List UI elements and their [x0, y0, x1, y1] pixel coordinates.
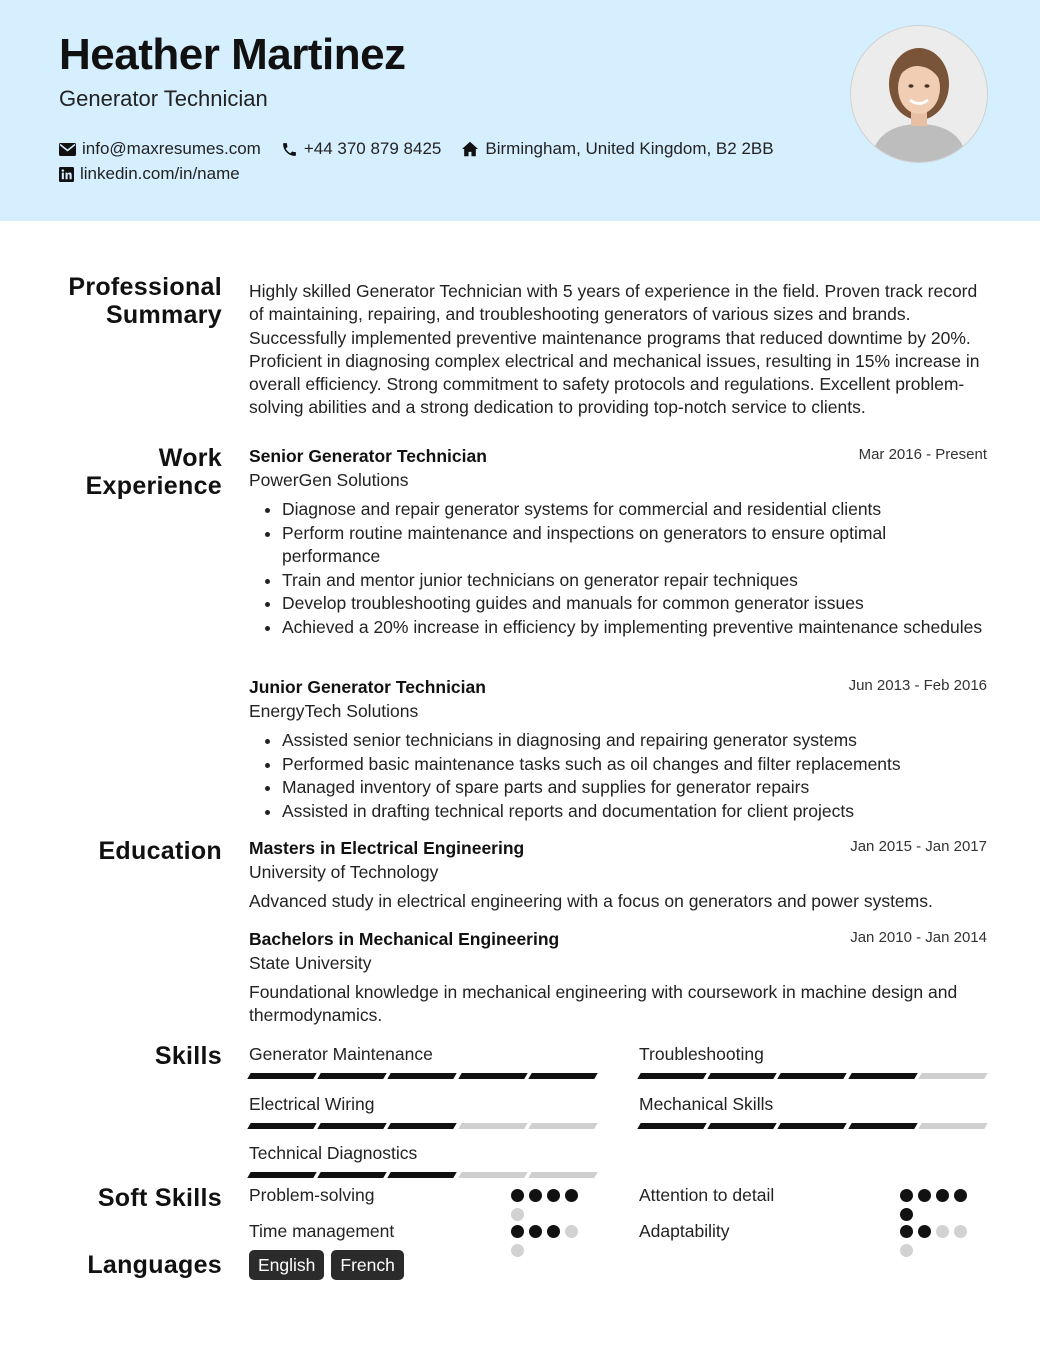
job-entry [249, 677, 987, 823]
candidate-title: Generator Technician [59, 86, 268, 111]
skill-item [249, 1043, 596, 1079]
skill-segment-filled [388, 1172, 458, 1178]
skill-segment-filled [458, 1073, 528, 1079]
rating-dot-filled [547, 1225, 560, 1238]
skill-segment-empty [918, 1123, 988, 1129]
skill-segment-filled [637, 1123, 707, 1129]
skill-item [249, 1093, 596, 1129]
experience-heading-line2: Experience [85, 472, 222, 500]
job-bullet: • Assisted in drafting technical reports and documentation for client projects [282, 800, 987, 824]
skill-level-bar [249, 1172, 596, 1178]
education-entry [249, 838, 987, 913]
rating-dot-empty [511, 1208, 524, 1221]
job-bullet: • Performed basic maintenance tasks such as oil changes and filter replacements [282, 753, 987, 777]
skill-segment-filled [388, 1123, 458, 1129]
rating-dot-filled [529, 1189, 542, 1202]
skill-item [249, 1142, 596, 1178]
summary-text: Highly skilled Generator Technician with 5 years of experience in the field. Proven track record of maintaining, repairing, and troubleshooting generators of various sizes and brands. Successfully implemented preventive maintenance programs that reduced downtime by 20%. Proficient in diagnosing complex electrical and mechanical issues, resulting in 15% increase in overall efficiency. Strong commitment to safety protocols and regulations. Excellent problem-solving abilities and a strong dedication to providing top-notch service to clients. [249, 281, 980, 418]
job-bullet: • Achieved a 20% increase in efficiency by implementing preventive maintenance schedules [282, 616, 987, 640]
candidate-name: Heather Martinez [59, 30, 406, 79]
summary-heading-line1: Professional [68, 273, 222, 301]
rating-dot-filled [918, 1225, 931, 1238]
education-date: Jan 2010 - Jan 2014 [850, 929, 987, 946]
education-desc: Foundational knowledge in mechanical engineering with coursework in machine design and thermodynamics. [249, 982, 958, 1026]
soft-skill-rating [900, 1189, 975, 1221]
profile-photo [851, 26, 987, 162]
section-title-education: Education [98, 837, 222, 865]
contact-phone[interactable] [281, 139, 442, 159]
soft-skill-rating [900, 1225, 975, 1257]
soft-skill-name: Attention to detail [639, 1185, 775, 1205]
section-title-skills: Skills [154, 1042, 222, 1070]
skill-segment-filled [637, 1073, 707, 1079]
language-chip: English [249, 1250, 324, 1280]
skill-segment-filled [848, 1123, 918, 1129]
section-title-summary [68, 273, 222, 329]
rating-dot-filled [511, 1225, 524, 1238]
degree-title: Masters in Electrical Engineering [249, 838, 525, 858]
job-bullet: • Diagnose and repair generator systems for commercial and residential clients [282, 498, 987, 522]
skill-segment-filled [247, 1172, 317, 1178]
rating-dot-empty [511, 1244, 524, 1257]
contact-linkedin[interactable] [59, 164, 240, 184]
email-text: info@maxresumes.com [82, 139, 261, 158]
rating-dot-filled [936, 1189, 949, 1202]
skill-item [639, 1093, 986, 1129]
education-entry [249, 929, 987, 1028]
job-entry [249, 446, 987, 640]
rating-dot-empty [900, 1244, 913, 1257]
skill-segment-filled [848, 1073, 918, 1079]
skill-segment-filled [247, 1073, 317, 1079]
rating-dot-filled [900, 1189, 913, 1202]
job-bullet: • Assisted senior technicians in diagnosing and repairing generator systems [282, 729, 987, 753]
job-date: Mar 2016 - Present [858, 446, 987, 463]
rating-dot-filled [511, 1189, 524, 1202]
job-title: Junior Generator Technician [249, 677, 486, 697]
job-company: EnergyTech Solutions [249, 701, 419, 721]
rating-dot-filled [547, 1189, 560, 1202]
skill-segment-filled [317, 1123, 387, 1129]
skill-item [639, 1043, 986, 1079]
skill-segment-filled [707, 1073, 777, 1079]
soft-skill-rating [511, 1189, 586, 1221]
skill-segment-filled [707, 1123, 777, 1129]
language-chip: French [331, 1250, 403, 1280]
rating-dot-filled [900, 1225, 913, 1238]
envelope-icon [59, 143, 76, 156]
education-desc: Advanced study in electrical engineering with a focus on generators and power systems. [249, 891, 933, 911]
skill-segment-filled [317, 1073, 387, 1079]
home-icon [461, 141, 479, 157]
skill-level-bar [639, 1073, 986, 1079]
skill-name: Mechanical Skills [639, 1094, 774, 1114]
skill-segment-empty [528, 1123, 598, 1129]
job-bullets [249, 729, 987, 823]
skill-segment-empty [918, 1073, 988, 1079]
job-bullets [249, 498, 987, 640]
summary-section [249, 280, 987, 420]
skill-name: Electrical Wiring [249, 1094, 375, 1114]
degree-title: Bachelors in Mechanical Engineering [249, 929, 560, 949]
skill-segment-empty [528, 1172, 598, 1178]
school-name: State University [249, 953, 372, 973]
language-list [249, 1250, 404, 1280]
linkedin-text: linkedin.com/in/name [80, 164, 240, 183]
phone-text: +44 370 879 8425 [303, 139, 442, 158]
summary-heading-line2: Summary [105, 301, 222, 329]
contact-email[interactable] [59, 139, 261, 159]
contact-row-2 [59, 164, 260, 184]
skill-name: Troubleshooting [639, 1044, 764, 1064]
contact-row-1 [59, 139, 794, 159]
section-title-experience [86, 444, 222, 500]
rating-dot-filled [954, 1189, 967, 1202]
rating-dot-filled [565, 1189, 578, 1202]
skill-segment-empty [458, 1172, 528, 1178]
rating-dot-filled [900, 1208, 913, 1221]
skill-segment-filled [778, 1123, 848, 1129]
soft-skill-name: Problem-solving [249, 1185, 375, 1205]
job-bullet: • Train and mentor junior technicians on generator repair techniques [282, 569, 987, 593]
soft-skill-rating [511, 1225, 586, 1257]
rating-dot-empty [936, 1225, 949, 1238]
rating-dot-filled [918, 1189, 931, 1202]
job-bullet: • Perform routine maintenance and inspections on generators to ensure optimal performance [282, 522, 987, 569]
education-date: Jan 2015 - Jan 2017 [850, 838, 987, 855]
job-company: PowerGen Solutions [249, 470, 409, 490]
rating-dot-filled [529, 1225, 542, 1238]
skill-segment-empty [458, 1123, 528, 1129]
job-date: Jun 2013 - Feb 2016 [848, 677, 987, 694]
skill-level-bar [249, 1123, 596, 1129]
skill-segment-filled [388, 1073, 458, 1079]
skill-level-bar [639, 1123, 986, 1129]
soft-skill-name: Time management [249, 1221, 395, 1241]
job-bullet: • Managed inventory of spare parts and supplies for generator repairs [282, 776, 987, 800]
linkedin-icon [59, 167, 74, 182]
section-title-soft-skills: Soft Skills [97, 1184, 222, 1212]
phone-icon [281, 141, 298, 158]
rating-dot-empty [565, 1225, 578, 1238]
skill-segment-filled [317, 1172, 387, 1178]
rating-dot-empty [954, 1225, 967, 1238]
job-title: Senior Generator Technician [249, 446, 487, 466]
skill-name: Technical Diagnostics [249, 1143, 418, 1163]
skill-segment-filled [778, 1073, 848, 1079]
section-title-languages: Languages [87, 1251, 222, 1279]
job-bullet: • Develop troubleshooting guides and manuals for common generator issues [282, 592, 987, 616]
address-text: Birmingham, United Kingdom, B2 2BB [485, 139, 774, 158]
skill-segment-filled [528, 1073, 598, 1079]
resume-header [0, 0, 1040, 221]
school-name: University of Technology [249, 862, 439, 882]
skill-level-bar [249, 1073, 596, 1079]
experience-heading-line1: Work [158, 444, 222, 472]
skill-segment-filled [247, 1123, 317, 1129]
skill-name: Generator Maintenance [249, 1044, 433, 1064]
soft-skill-name: Adaptability [639, 1221, 730, 1241]
contact-address [461, 139, 773, 159]
